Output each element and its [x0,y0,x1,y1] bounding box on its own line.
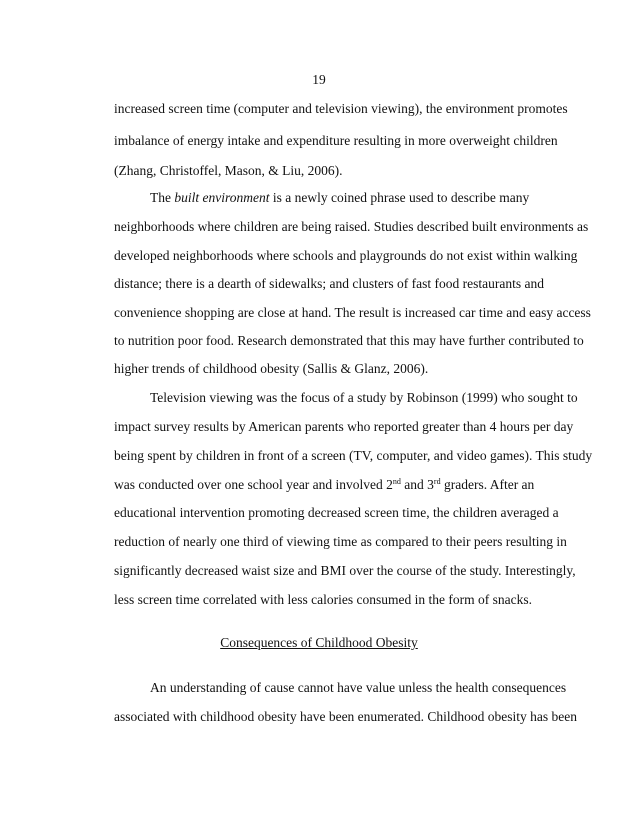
body-text-line: imbalance of energy intake and expenditure resulting in more overweight children [114,133,558,148]
body-text-line [150,190,529,206]
body-text-line: convenience shopping are close at hand. The result is increased car time and easy access [114,305,591,320]
body-text-line: less screen time correlated with less calories consumed in the form of snacks. [114,592,532,607]
body-text-line: higher trends of childhood obesity (Sallis & Glanz, 2006). [114,361,429,376]
body-text-line: Television viewing was the focus of a study by Robinson (1999) who sought to [150,390,578,405]
body-text-line: associated with childhood obesity have been enumerated. Childhood obesity has been [114,709,578,724]
text-run: graders. After an [440,477,535,492]
body-text-line: impact survey results by American parents who reported greater than 4 hours per day [114,419,574,434]
body-text-line: developed neighborhoods where schools and playgrounds do not exist within walking [114,248,578,263]
text-run: The [150,190,175,205]
body-text-line: distance; there is a dearth of sidewalks; and clusters of fast food restaurants and [114,276,544,291]
body-text-line: (Zhang, Christoffel, Mason, & Liu, 2006). [114,163,343,178]
body-text-line: to nutrition poor food. Research demonstrated that this may have further contributed to [114,333,584,348]
text-run: is a newly coined phrase used to describe many [269,190,530,205]
superscript: nd [392,477,401,486]
body-text-line: reduction of nearly one third of viewing time as compared to their peers resulting in [114,534,567,549]
page-number: 19 [312,72,326,87]
body-text-line: An understanding of cause cannot have value unless the health consequences [150,680,567,695]
italic-term: built environment [174,190,270,205]
text-run: was conducted over one school year and involved 2 [114,477,393,492]
body-text-line: increased screen time (computer and television viewing), the environment promotes [114,101,568,116]
body-text-line: neighborhoods where children are being raised. Studies described built environments as [114,219,589,234]
body-text-line: being spent by children in front of a screen (TV, computer, and video games). This study [114,448,593,463]
body-text-line: educational intervention promoting decreased screen time, the children averaged a [114,505,559,520]
section-heading-text: Consequences of Childhood Obesity [220,635,418,650]
superscript: rd [433,477,441,486]
body-text-line: significantly decreased waist size and BMI over the course of the study. Interestingly, [114,563,576,578]
text-run: and 3 [400,477,434,492]
section-heading [0,635,638,651]
body-text-line [114,477,534,493]
